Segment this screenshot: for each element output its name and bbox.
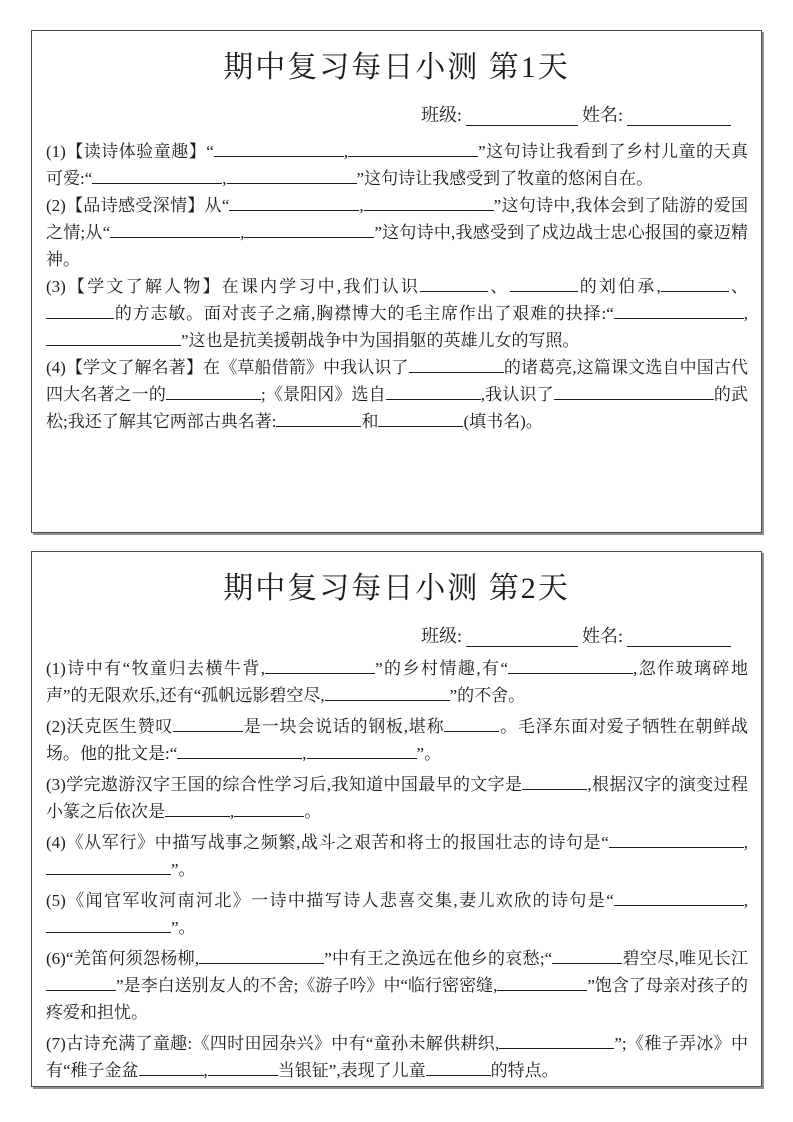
fill-blank	[199, 948, 324, 964]
question-list-day1	[32, 126, 761, 435]
question	[46, 192, 748, 273]
question-text: ”。	[416, 743, 442, 763]
question-text: (4)《从军行》中描写战事之频繁,战斗之艰苦和将士的报国壮志的诗句是“	[46, 832, 609, 852]
fill-blank	[614, 303, 744, 319]
question-text: ,	[230, 801, 235, 821]
fill-blank	[177, 743, 302, 759]
question-text: ,	[203, 1060, 208, 1080]
question-text: ;《景阳冈》选自	[260, 384, 386, 404]
question-text: ,	[302, 743, 307, 763]
question	[46, 713, 748, 767]
fill-blank	[227, 168, 357, 184]
question-text: ”是李白送别友人的不舍;《游子吟》中“临行密密缝,	[116, 975, 498, 995]
question-text: ”饱含了母亲对孩子的疼爱和担忧。	[46, 975, 748, 1022]
question-text: ”;《稚子弄冰》中有“稚子金盆	[46, 1033, 748, 1080]
fill-blank	[348, 141, 478, 157]
question-text: ”这也是抗美援朝战争中为国捐躯的英雄儿女的写照。	[181, 330, 580, 350]
question	[46, 273, 748, 354]
name-label: 姓名:	[581, 104, 623, 125]
question-text: ,	[222, 168, 227, 188]
question	[46, 1030, 748, 1084]
question-text: 的特点。	[490, 1060, 559, 1080]
fill-blank	[614, 890, 744, 906]
fill-blank	[552, 948, 622, 964]
question	[46, 887, 748, 941]
fill-blank	[409, 357, 504, 373]
fill-blank	[378, 411, 463, 427]
fill-blank	[510, 276, 578, 292]
worksheet-day-1	[31, 30, 762, 533]
question-text: ,	[743, 832, 748, 852]
name-fill-line	[627, 107, 731, 126]
question-text: 的武松;我还了解其它两部古典名著:	[46, 384, 749, 431]
class-fill-line	[466, 628, 578, 647]
fill-blank	[497, 975, 587, 991]
fill-blank	[92, 168, 222, 184]
question-text: (1)诗中有“牧童归去横牛背,	[46, 658, 266, 678]
student-info-row	[32, 625, 761, 647]
question-text: ,我认识了	[480, 384, 554, 404]
question-text: ,	[359, 195, 364, 215]
question-text: ,	[743, 303, 748, 323]
question-text: 是一块会说话的钢板,堪称	[243, 716, 445, 736]
question-text: (2)沃克医生赞叹	[46, 716, 174, 736]
name-fill-line	[627, 628, 731, 647]
class-label: 班级:	[420, 625, 462, 646]
question-text: (2)【品诗感受深情】从“	[46, 195, 230, 215]
fill-blank	[325, 685, 450, 701]
question-text: 的诸葛亮,这篇课文选自中国古代四大名著之一的	[46, 357, 749, 404]
question	[46, 771, 748, 825]
question-text: 当银钲”,表现了儿童	[277, 1060, 426, 1080]
question-text: ”的乡村情趣,有“	[375, 658, 509, 678]
question-text: ”的不舍。	[449, 685, 526, 705]
fill-blank	[522, 774, 587, 790]
name-label: 姓名:	[581, 625, 623, 646]
question-text: ”这句诗让我看到了乡村儿童的天真可爱:“	[46, 141, 748, 188]
question-text: (3)学完遨游汉字王国的综合性学习后,我知道中国最早的文字是	[46, 774, 523, 794]
question-text: ,根据汉字的演变过程小篆之后依次是	[46, 774, 748, 821]
fill-blank	[276, 411, 361, 427]
student-info-row	[32, 104, 761, 126]
question	[46, 138, 748, 192]
question	[46, 354, 748, 435]
question-text: (7)古诗充满了童趣:《四时田园杂兴》中有“童孙未解供耕织,	[46, 1033, 500, 1053]
question-text: (1)【读诗体验童趣】“	[46, 141, 214, 161]
fill-blank	[244, 222, 374, 238]
fill-blank	[444, 716, 499, 732]
question-text: ,忽作玻璃碎地声”的无限欢乐,还有“孤帆远影碧空尽,	[46, 658, 748, 705]
question-text: (5)《闻官军收河南河北》一诗中描写诗人悲喜交集,妻儿欢欣的诗句是“	[46, 890, 614, 910]
fill-blank	[307, 743, 417, 759]
fill-blank	[214, 141, 344, 157]
fill-blank	[46, 330, 181, 346]
question-text: ”这句诗中,我体会到了陆游的爱国之情;从“	[46, 195, 748, 242]
fill-blank	[46, 975, 116, 991]
worksheet-day-2	[31, 551, 762, 1087]
fill-blank	[420, 276, 488, 292]
question-text: ,	[240, 222, 245, 242]
fill-blank	[499, 1033, 614, 1049]
question-text: 、	[488, 276, 510, 296]
fill-blank	[508, 658, 633, 674]
fill-blank	[46, 859, 171, 875]
fill-blank	[386, 384, 481, 400]
fill-blank	[265, 658, 375, 674]
question-text: (4)【学文了解名著】在《草船借箭》中我认识了	[46, 357, 409, 377]
question-text: 。毛泽东面对爱子牺牲在朝鲜战场。他的批文是:“	[46, 716, 749, 763]
worksheet-title-day1: 期中复习每日小测 第1天	[223, 51, 570, 84]
fill-blank	[554, 384, 714, 400]
fill-blank	[173, 716, 243, 732]
question	[46, 945, 748, 1026]
fill-blank	[609, 832, 744, 848]
class-label: 班级:	[420, 104, 462, 125]
question-text: ”这句诗中,我感受到了戍边战士忠心报国的豪迈精神。	[46, 222, 748, 269]
fill-blank	[165, 801, 230, 817]
fill-blank	[208, 1060, 278, 1076]
fill-blank	[46, 917, 171, 933]
question-list-day2	[32, 647, 761, 1084]
class-fill-line	[466, 107, 578, 126]
question	[46, 655, 748, 709]
question-text: ”这句诗让我感受到了牧童的悠闲自在。	[356, 168, 654, 188]
worksheet-title-day2: 期中复习每日小测 第2天	[223, 572, 570, 605]
question-text: (6)“羌笛何须怨杨柳,	[46, 948, 200, 968]
question	[46, 829, 748, 883]
fill-blank	[46, 303, 114, 319]
fill-blank	[229, 195, 359, 211]
question-text: ”。	[171, 859, 196, 879]
question-text: ”。	[171, 917, 196, 937]
question-text: 。	[304, 801, 322, 821]
question-text: ,	[743, 890, 748, 910]
fill-blank	[110, 222, 240, 238]
fill-blank	[166, 384, 261, 400]
question-text: (3)【学文了解人物】在课内学习中,我们认识	[46, 276, 421, 296]
fill-blank	[364, 195, 494, 211]
question-text: 的方志敏。面对丧子之痛,胸襟博大的毛主席作出了艰难的抉择:“	[114, 303, 614, 323]
question-text: 、	[728, 276, 748, 296]
question-text: ,	[343, 141, 349, 161]
question-text: 和	[361, 411, 379, 431]
fill-blank	[234, 801, 304, 817]
question-text: 碧空尽,唯见长江	[622, 948, 748, 968]
question-text: 的刘伯承,	[577, 276, 661, 296]
fill-blank	[426, 1060, 491, 1076]
fill-blank	[661, 276, 729, 292]
question-text: ”中有王之涣远在他乡的哀愁;“	[324, 948, 553, 968]
question-text: (填书名)。	[463, 411, 543, 431]
fill-blank	[139, 1060, 204, 1076]
